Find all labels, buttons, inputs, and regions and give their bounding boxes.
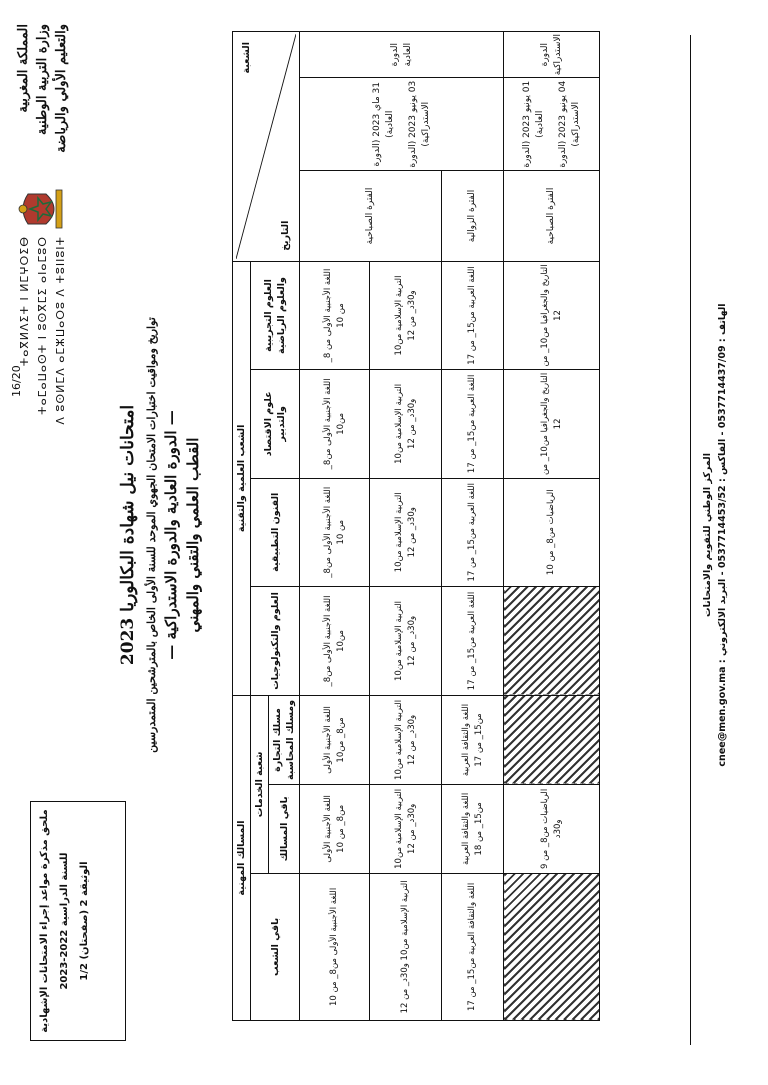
note-line: الوثيقة 2 (صفحتان) 1/2 xyxy=(79,861,90,981)
session-stamp-icon: الدورة الاستدراكية xyxy=(539,34,563,76)
annex-note-box xyxy=(30,801,126,1041)
group-scientific-header: الشعب العلمية والتقنية xyxy=(233,261,251,695)
column-header: باقي الشعب xyxy=(251,873,300,1020)
schedule-cell: اللغة الأجنبية الأولى من8_ من10 xyxy=(300,586,370,695)
period-morning: الفترة الصباحية xyxy=(504,171,600,262)
page-number: 16/20 xyxy=(10,365,23,397)
schedule-cell: اللغة الأجنبية الأولى من8_ من 10 xyxy=(300,478,370,586)
session-label xyxy=(300,32,504,78)
date-regular: 31 ماي 2023 (الدورة العادية) xyxy=(371,82,395,167)
session-label xyxy=(504,32,600,78)
schedule-cell: التربية الإسلامية من10 و30د_ من 12 xyxy=(370,261,442,369)
tifinagh-line: ⴷ ⵓⵙⵍⵎⴷ ⴰⵎⵣⵡⴰⵔⵓ ⴷ ⵜⵓⵏⵏⵓⵏⵜ xyxy=(54,236,67,425)
title-sub: تواريخ ومواقيت اختبارات الامتحان الجهوي الموحد للسنة الأولى الخاص بالمترشحين المتمدرسين xyxy=(145,317,158,753)
schedule-cell: اللغة الأجنبية الأولى من8_ من10 xyxy=(300,370,370,478)
royal-emblem-icon xyxy=(16,186,70,232)
schedule-cell: التربية الإسلامية من10 و30د_ من 12 xyxy=(370,478,442,586)
schedule-cell: التاريخ والجغرافيا من10_ من 12 xyxy=(504,261,600,369)
corner-top-label: الشعبة xyxy=(241,42,252,74)
schedule-cell: التاريخ والجغرافيا من10_ من 12 xyxy=(504,370,600,478)
hatched-cell xyxy=(504,695,600,784)
hatched-cell xyxy=(504,873,600,1020)
footer-contact: الهاتف : 0537714437/09 - الفاكس : 0537714453/52 - البريد الالكتروني : cnee@men.gov.ma xyxy=(717,303,728,767)
session-date xyxy=(300,78,504,171)
schedule-cell: اللغة والثقافة العربية من15_ من 17 xyxy=(442,695,504,784)
corner-header xyxy=(233,32,300,262)
footer xyxy=(700,85,730,985)
document-title xyxy=(118,275,204,795)
column-header: العلوم والتكنولوجيات xyxy=(251,586,300,695)
services-branch-header: شعبة الخدمات xyxy=(251,695,269,873)
tifinagh-line: ⵜⴰⵎⴰⵡⴰⵙⵜ ⵏ ⵓⵙⴳⵎⵉ ⴰⵏⴰⵎⵓⵔ xyxy=(36,236,49,415)
schedule-cell: اللغة الأجنبية الأولى من8_ من10 xyxy=(300,695,370,784)
schedule-cell: الرياضيات من8_ من 9 و30د xyxy=(504,784,600,873)
hatched-cell xyxy=(504,586,600,695)
schedule-cell: اللغة العربية من15_ من 17 xyxy=(442,586,504,695)
title-line3: — الدورة العادية والدورة الاستدراكية — xyxy=(162,410,180,660)
ministry-line: وزارة التربية الوطنية xyxy=(35,24,50,135)
column-header: باقي المسالك xyxy=(269,784,300,873)
title-line4: القطب العلمي والتقني والمهني xyxy=(184,437,202,633)
note-line: للسنة الدراسية 2022-2023 xyxy=(59,852,70,990)
ministry-header xyxy=(14,24,71,184)
schedule-cell: اللغة العربية من15_ من 17 xyxy=(442,370,504,478)
ministry-line: والتعليم الأولي والرياضة xyxy=(54,24,69,153)
footer-divider xyxy=(690,35,691,1045)
schedule-cell: التربية الإسلامية من10 و30د_ من 12 xyxy=(370,695,442,784)
footer-org: المركز الوطني للتقويم والامتحانات xyxy=(702,453,713,617)
schedule-cell: التربية الإسلامية من10 و30د_ من 12 xyxy=(370,586,442,695)
note-line: ملحق مذكرة مواعد إجراء الامتحانات الإشهادية xyxy=(39,809,50,1033)
column-header: العلوم التجريبية والعلوم الرياضية xyxy=(251,261,300,369)
period-evening: الفترة الزوالية xyxy=(442,171,504,262)
title-main: امتحانات نيل شهادة البكالوريا 2023 xyxy=(118,404,138,666)
date-catchup: 04 يونيو 2023 (الدورة الاستدراكية) xyxy=(557,80,581,168)
schedule-cell: الرياضيات من8_ من 10 xyxy=(504,478,600,586)
schedule-table xyxy=(232,31,600,1021)
schedule-cell: اللغة والثقافة العربية من15_ من 17 xyxy=(442,873,504,1020)
tifinagh-header xyxy=(16,236,70,426)
column-header: مسلك التجارة ومسلك المحاسبة xyxy=(269,695,300,784)
column-header: الفنون التطبيقية xyxy=(251,478,300,586)
schedule-cell: اللغة العربية من15_ من 17 xyxy=(442,261,504,369)
group-professional-header: المسالك المهنية xyxy=(233,695,251,1020)
schedule-cell: اللغة والثقافة العربية من15_ من 18 xyxy=(442,784,504,873)
session-date xyxy=(504,78,600,171)
schedule-cell: اللغة الأجنبية الأولى من 8_ من 10 xyxy=(300,261,370,369)
date-regular: 01 يونيو 2023 (الدورة العادية) xyxy=(521,80,545,168)
schedule-cell: التربية الإسلامية من10 و30د_ من 12 xyxy=(370,873,442,1020)
period-morning: الفترة الصباحية xyxy=(300,171,442,262)
corner-bottom-label: التاريخ xyxy=(280,220,291,251)
schedule-cell: اللغة العربية من15_ من 17 xyxy=(442,478,504,586)
session-stamp-icon: الدورة العادية xyxy=(389,42,413,67)
tifinagh-line: ⵜⴰⴳⵍⴷⵉⵜ ⵏ ⵍⵎⵖⵔⵉⴱ xyxy=(18,236,31,367)
ministry-line: المملكة المغربية xyxy=(16,24,31,113)
schedule-cell: التربية الإسلامية من10 و30د_ من 12 xyxy=(370,370,442,478)
date-catchup: 03 يونيو 2023 (الدورة الاستدراكية) xyxy=(407,80,431,168)
schedule-cell: اللغة الأجنبية الأولى من8_ من 10 xyxy=(300,873,370,1020)
schedule-cell: التربية الإسلامية من10 و30د_ من 12 xyxy=(370,784,442,873)
column-header: علوم الاقتصاد والتدبير xyxy=(251,370,300,478)
schedule-cell: اللغة الأجنبية الأولى من8_ من 10 xyxy=(300,784,370,873)
